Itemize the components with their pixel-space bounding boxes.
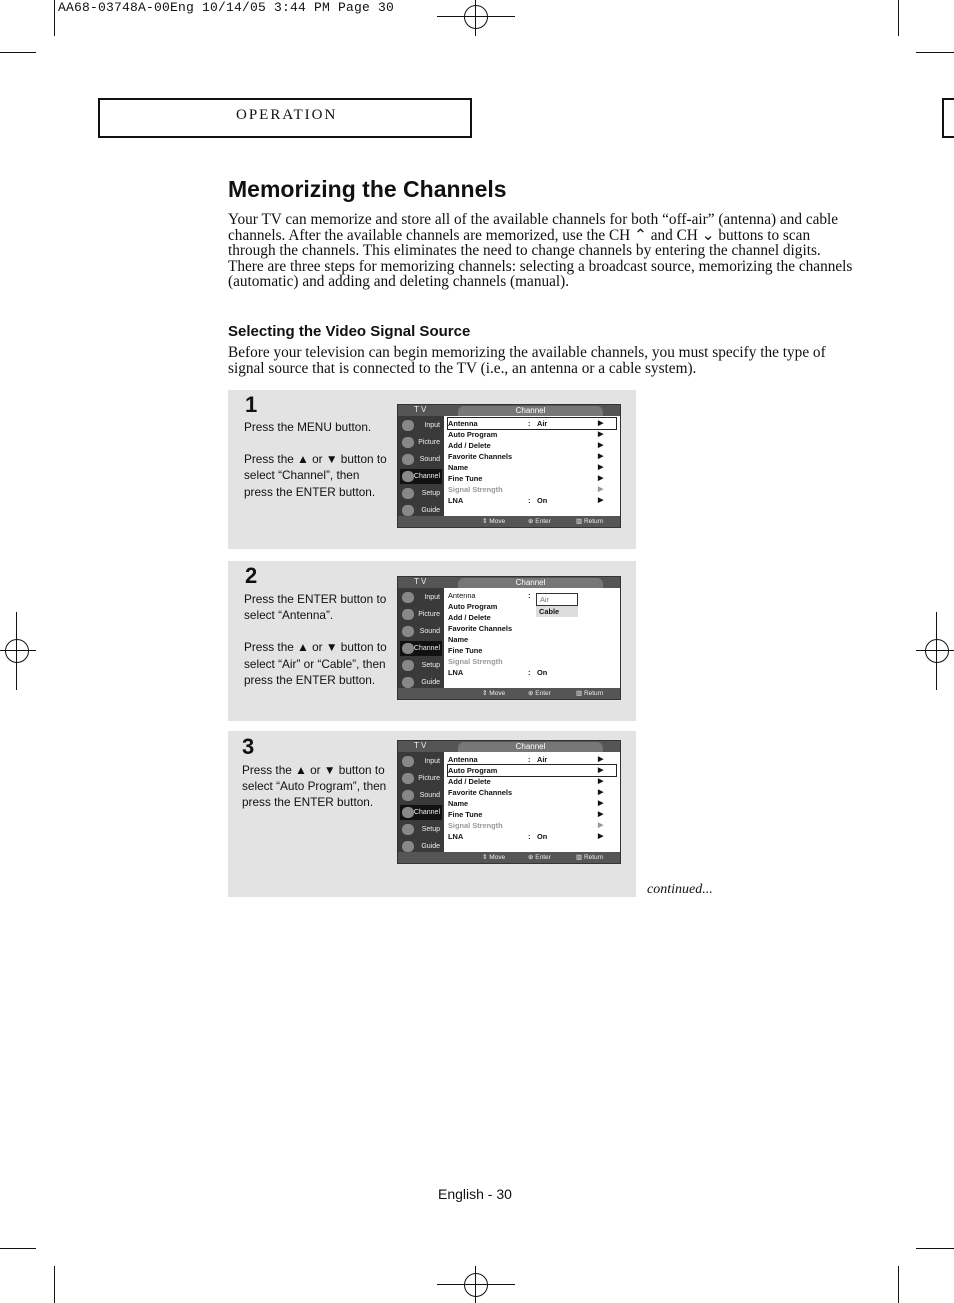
osd-sidebar-item [400, 452, 442, 467]
tv-menu-screen [397, 740, 621, 864]
crop-mark [0, 650, 36, 651]
lead-paragraph: Before your television can begin memorizing the available channels, you must specify the type of signal source that is connected to the TV (i.e., an antenna or a cable system). [228, 344, 826, 377]
osd-option-air: Air [536, 593, 578, 606]
page-number: English - 30 [438, 1186, 512, 1202]
osd-item-icon [402, 454, 414, 465]
osd-arrow-icon: ▶ [598, 475, 604, 482]
osd-colon: : [528, 496, 531, 505]
osd-tv-label: T V [414, 577, 427, 586]
osd-row-label: Favorite Channels [448, 624, 513, 633]
osd-menu-row [448, 645, 616, 656]
osd-menu [448, 590, 616, 678]
registration-mark-icon [464, 5, 488, 29]
osd-row-label: Name [448, 463, 469, 472]
osd-item-label: Picture [418, 775, 440, 782]
osd-row-label: Name [448, 799, 469, 808]
registration-mark-icon [464, 1273, 488, 1297]
osd-menu-title: Channel [458, 406, 603, 416]
osd-row-label: Signal Strength [448, 485, 503, 494]
osd-menu-row [448, 667, 616, 678]
step-text: Press the MENU button. [244, 420, 372, 434]
osd-sidebar [398, 752, 444, 852]
osd-arrow-icon: ▶ [598, 431, 604, 438]
crop-mark [54, 1266, 55, 1303]
osd-row-label: Antenna [448, 591, 476, 600]
osd-arrow-icon: ▶ [598, 789, 604, 796]
osd-row-label: Auto Program [448, 602, 498, 611]
osd-menu-row [448, 765, 616, 776]
crop-mark [475, 1266, 476, 1303]
osd-sidebar-item [400, 805, 442, 820]
osd-sidebar-item [400, 788, 442, 803]
osd-row-value: On [537, 496, 548, 505]
osd-row-value: On [537, 832, 548, 841]
crop-mark [16, 612, 17, 690]
osd-row-label: Signal Strength [448, 657, 503, 666]
osd-enter-hint: ⊕ Enter [528, 518, 551, 525]
crop-mark [0, 1248, 36, 1249]
osd-row-label: Signal Strength [448, 821, 503, 830]
osd-return-hint: ▥ Return [576, 518, 604, 525]
osd-arrow-icon: ▶ [598, 778, 604, 785]
osd-row-label: Favorite Channels [448, 788, 513, 797]
osd-menu-row [448, 484, 616, 495]
osd-title-bar [398, 405, 620, 416]
osd-menu-row [448, 656, 616, 667]
osd-item-label: Guide [421, 507, 440, 514]
osd-item-label: Setup [421, 826, 440, 833]
osd-menu-row [448, 462, 616, 473]
osd-menu-row [448, 754, 616, 765]
osd-item-label: Setup [421, 662, 440, 669]
registration-mark-icon [925, 639, 949, 663]
osd-colon: : [528, 832, 531, 841]
osd-menu-row [448, 495, 616, 506]
step-instructions [242, 762, 387, 827]
osd-menu-row [448, 418, 616, 429]
crop-mark [0, 52, 36, 53]
osd-row-label: LNA [448, 668, 464, 677]
osd-sidebar-item [400, 469, 442, 484]
crop-mark [898, 1266, 899, 1303]
osd-row-label: Fine Tune [448, 810, 483, 819]
osd-menu-row [448, 623, 616, 634]
osd-item-label: Picture [418, 439, 440, 446]
osd-row-label: Fine Tune [448, 474, 483, 483]
osd-item-icon [402, 471, 414, 482]
osd-menu-row [448, 831, 616, 842]
osd-row-label: Antenna [448, 755, 478, 764]
osd-row-label: Add / Delete [448, 777, 491, 786]
osd-sidebar [398, 416, 444, 516]
step-text: Press the ▲ or ▼ button to select “Channel”, then press the ENTER button. [244, 452, 387, 499]
osd-sidebar-item [400, 607, 442, 622]
osd-sidebar-item [400, 435, 442, 450]
osd-sidebar-item [400, 771, 442, 786]
osd-item-label: Guide [421, 843, 440, 850]
osd-colon: : [528, 755, 531, 764]
step-number: 3 [242, 734, 255, 759]
osd-row-label: LNA [448, 496, 464, 505]
osd-colon: : [528, 591, 531, 600]
osd-arrow-icon: ▶ [598, 497, 604, 504]
osd-enter-hint: ⊕ Enter [528, 690, 551, 697]
osd-item-label: Input [424, 422, 440, 429]
osd-title-bar [398, 741, 620, 752]
osd-item-label: Sound [419, 792, 440, 799]
osd-help-bar [398, 688, 620, 699]
osd-row-label: Fine Tune [448, 646, 483, 655]
osd-menu [448, 418, 616, 506]
osd-menu-row [448, 429, 616, 440]
osd-item-label: Input [424, 594, 440, 601]
osd-menu-row [448, 809, 616, 820]
osd-item-label: Guide [421, 679, 440, 686]
print-header: AA68-03748A-00Eng 10/14/05 3:44 PM Page 30 [58, 0, 395, 15]
osd-sidebar-item [400, 418, 442, 433]
osd-return-hint: ▥ Return [576, 854, 604, 861]
osd-menu-row [448, 590, 616, 601]
osd-help-bar [398, 852, 620, 863]
osd-item-icon [402, 488, 414, 499]
section-heading: Selecting the Video Signal Source [228, 323, 471, 340]
osd-item-icon [402, 773, 414, 784]
crop-mark [916, 1248, 954, 1249]
osd-colon: : [528, 419, 531, 428]
osd-arrow-icon: ▶ [598, 420, 604, 427]
osd-item-label: Setup [421, 490, 440, 497]
osd-sidebar-item [400, 658, 442, 673]
osd-item-icon [402, 505, 414, 516]
osd-item-label: Channel [413, 473, 440, 480]
osd-item-icon [402, 643, 414, 654]
osd-title-bar [398, 577, 620, 588]
intro-paragraph: Your TV can memorize and store all of the available channels for both “off-air” (antenna) and cable channels. After the available channels are memorized, use the CH ⌃ and CH ⌄ buttons to scan through the channels. This eliminates the need to change channels by entering the channel digits. There are three steps for memorizing channels: selecting a broadcast source, memorizing the channels (automatic) and adding and deleting channels (manual). [228, 211, 853, 291]
osd-row-label: LNA [448, 832, 464, 841]
osd-menu-row [448, 601, 616, 612]
osd-item-label: Sound [419, 628, 440, 635]
osd-arrow-icon: ▶ [598, 811, 604, 818]
step-text: Press the ▲ or ▼ button to select “Air” or “Cable”, then press the ENTER button. [244, 640, 387, 687]
osd-menu-row [448, 440, 616, 451]
osd-arrow-icon: ▶ [598, 800, 604, 807]
osd-item-label: Channel [413, 645, 440, 652]
osd-row-label: Add / Delete [448, 441, 491, 450]
osd-sidebar-item [400, 641, 442, 656]
osd-arrow-icon: ▶ [598, 756, 604, 763]
osd-row-label: Auto Program [448, 766, 498, 775]
osd-item-label: Sound [419, 456, 440, 463]
osd-item-icon [402, 609, 414, 620]
osd-arrow-icon: ▶ [598, 442, 604, 449]
osd-enter-hint: ⊕ Enter [528, 854, 551, 861]
osd-item-icon [402, 807, 414, 818]
osd-sidebar [398, 588, 444, 688]
osd-return-hint: ▥ Return [576, 690, 604, 697]
osd-arrow-icon: ▶ [598, 767, 604, 774]
crop-mark [437, 16, 515, 17]
osd-menu-title: Channel [458, 578, 603, 588]
osd-option-popup [536, 593, 578, 617]
osd-item-icon [402, 756, 414, 767]
osd-menu-row [448, 612, 616, 623]
osd-tv-label: T V [414, 405, 427, 414]
osd-menu-row [448, 473, 616, 484]
osd-arrow-icon: ▶ [598, 833, 604, 840]
osd-item-icon [402, 437, 414, 448]
osd-sidebar-item [400, 624, 442, 639]
crop-mark [916, 52, 954, 53]
osd-arrow-icon: ▶ [598, 822, 604, 829]
osd-row-value: On [537, 668, 548, 677]
osd-menu-title: Channel [458, 742, 603, 752]
tv-menu-screen [397, 404, 621, 528]
osd-item-icon [402, 592, 414, 603]
osd-menu-row [448, 820, 616, 831]
step-instructions [244, 419, 389, 516]
tv-menu-screen [397, 576, 621, 700]
step-number: 1 [245, 392, 258, 417]
osd-colon: : [528, 668, 531, 677]
osd-menu-row [448, 634, 616, 645]
osd-item-icon [402, 626, 414, 637]
step-text: Press the ENTER button to select “Antenna”. [244, 592, 387, 623]
osd-tv-label: T V [414, 741, 427, 750]
osd-arrow-icon: ▶ [598, 453, 604, 460]
osd-arrow-icon: ▶ [598, 486, 604, 493]
osd-item-label: Picture [418, 611, 440, 618]
osd-menu-row [448, 451, 616, 462]
osd-arrow-icon: ▶ [598, 464, 604, 471]
osd-item-icon [402, 677, 414, 688]
registration-mark-icon [5, 639, 29, 663]
osd-menu-row [448, 787, 616, 798]
osd-row-label: Favorite Channels [448, 452, 513, 461]
osd-option-cable: Cable [536, 606, 578, 617]
step-number: 2 [245, 563, 258, 588]
osd-help-bar [398, 516, 620, 527]
osd-row-label: Name [448, 635, 469, 644]
osd-row-value: Air [537, 419, 548, 428]
osd-row-value: Air [537, 755, 548, 764]
crop-mark [898, 0, 899, 36]
osd-item-icon [402, 824, 414, 835]
osd-item-icon [402, 660, 414, 671]
step-text: Press the ▲ or ▼ button to select “Auto Program”, then press the ENTER button. [242, 763, 387, 810]
section-tab-label: OPERATION [236, 107, 338, 123]
step-instructions [244, 591, 389, 704]
osd-sidebar-item [400, 590, 442, 605]
crop-mark [54, 0, 55, 36]
crop-mark [475, 0, 476, 36]
osd-menu-row [448, 776, 616, 787]
continued-note: continued... [647, 882, 713, 897]
osd-item-icon [402, 790, 414, 801]
crop-mark [437, 1284, 515, 1285]
osd-sidebar-item [400, 754, 442, 769]
osd-item-label: Input [424, 758, 440, 765]
osd-row-label: Add / Delete [448, 613, 491, 622]
osd-menu-row [448, 798, 616, 809]
osd-row-label: Auto Program [448, 430, 498, 439]
osd-sidebar-item [400, 486, 442, 501]
osd-move-hint: ⇕ Move [482, 518, 506, 525]
osd-menu [448, 754, 616, 842]
osd-item-label: Channel [413, 809, 440, 816]
osd-item-icon [402, 420, 414, 431]
osd-item-icon [402, 841, 414, 852]
page-title: Memorizing the Channels [228, 176, 507, 202]
crop-mark [916, 650, 954, 651]
crop-mark [936, 612, 937, 690]
osd-move-hint: ⇕ Move [482, 854, 506, 861]
osd-row-label: Antenna [448, 419, 478, 428]
osd-move-hint: ⇕ Move [482, 690, 506, 697]
osd-sidebar-item [400, 822, 442, 837]
page-edge-tab [942, 98, 954, 138]
